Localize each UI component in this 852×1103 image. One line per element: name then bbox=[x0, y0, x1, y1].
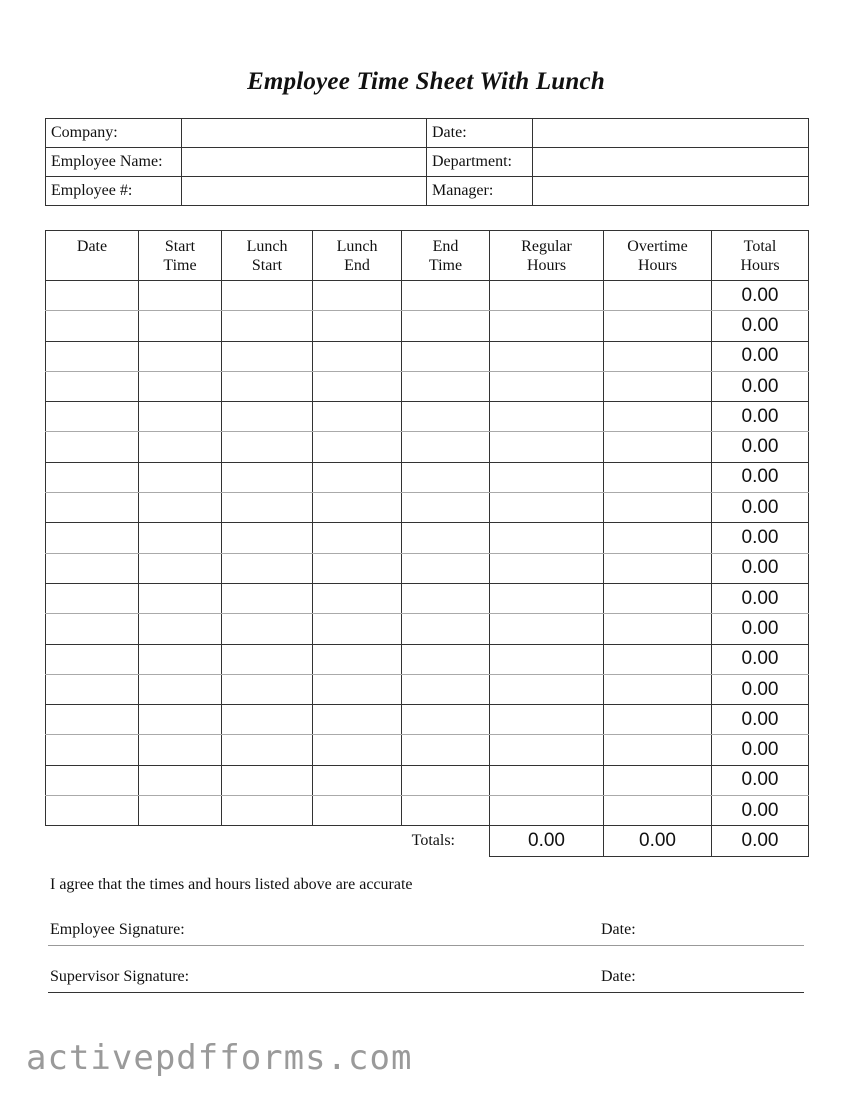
table-row bbox=[46, 432, 809, 462]
row-total-hours: 0.00 bbox=[712, 735, 809, 765]
lunch-start-cell[interactable] bbox=[222, 705, 313, 735]
row-total-hours: 0.00 bbox=[712, 765, 809, 795]
date-cell[interactable] bbox=[46, 462, 139, 492]
end-time-cell[interactable] bbox=[402, 493, 490, 523]
lunch-end-cell[interactable] bbox=[313, 765, 402, 795]
header-date bbox=[46, 231, 139, 281]
lunch-end-cell[interactable] bbox=[313, 281, 402, 311]
overtime-hours-cell[interactable] bbox=[604, 674, 712, 704]
lunch-start-cell[interactable] bbox=[222, 674, 313, 704]
company-field[interactable] bbox=[182, 119, 427, 148]
table-row bbox=[46, 765, 809, 795]
employee-name-field[interactable] bbox=[182, 148, 427, 177]
lunch-start-cell[interactable] bbox=[222, 644, 313, 674]
header-line: End bbox=[432, 237, 459, 255]
end-time-cell[interactable] bbox=[402, 402, 490, 432]
table-row bbox=[46, 705, 809, 735]
start-time-cell[interactable] bbox=[139, 311, 222, 341]
row-total-hours: 0.00 bbox=[712, 796, 809, 826]
start-time-cell[interactable] bbox=[139, 371, 222, 401]
lunch-end-cell[interactable] bbox=[313, 705, 402, 735]
table-row bbox=[46, 553, 809, 583]
employee-name-label: Employee Name: bbox=[46, 148, 182, 177]
row-total-hours: 0.00 bbox=[712, 705, 809, 735]
lunch-end-cell[interactable] bbox=[313, 402, 402, 432]
end-time-cell[interactable] bbox=[402, 311, 490, 341]
overtime-hours-cell[interactable] bbox=[604, 311, 712, 341]
overtime-hours-cell[interactable] bbox=[604, 583, 712, 613]
overtime-hours-cell[interactable] bbox=[604, 281, 712, 311]
overtime-hours-cell[interactable] bbox=[604, 493, 712, 523]
row-total-hours: 0.00 bbox=[712, 462, 809, 492]
end-time-cell[interactable] bbox=[402, 432, 490, 462]
row-total-hours: 0.00 bbox=[712, 341, 809, 371]
end-time-cell[interactable] bbox=[402, 462, 490, 492]
regular-hours-total: 0.00 bbox=[490, 826, 604, 856]
header-line: Start bbox=[164, 237, 196, 255]
header-end-time bbox=[402, 231, 490, 281]
row-total-hours: 0.00 bbox=[712, 553, 809, 583]
date-cell[interactable] bbox=[46, 674, 139, 704]
end-time-cell[interactable] bbox=[402, 796, 490, 826]
total-hours-total: 0.00 bbox=[712, 826, 809, 856]
start-time-cell[interactable] bbox=[139, 281, 222, 311]
regular-hours-cell[interactable] bbox=[490, 371, 604, 401]
row-total-hours: 0.00 bbox=[712, 402, 809, 432]
row-total-hours: 0.00 bbox=[712, 523, 809, 553]
lunch-end-cell[interactable] bbox=[313, 735, 402, 765]
lunch-end-cell[interactable] bbox=[313, 583, 402, 613]
supervisor-signature-date-label: Date: bbox=[601, 968, 636, 985]
agreement-statement: I agree that the times and hours listed above are accurate bbox=[50, 876, 413, 893]
overtime-hours-cell[interactable] bbox=[604, 462, 712, 492]
regular-hours-cell[interactable] bbox=[490, 281, 604, 311]
manager-label: Manager: bbox=[427, 177, 533, 206]
lunch-start-cell[interactable] bbox=[222, 735, 313, 765]
header-line: Regular bbox=[521, 237, 572, 255]
lunch-start-cell[interactable] bbox=[222, 796, 313, 826]
table-row bbox=[46, 281, 809, 311]
header-total-hours bbox=[712, 231, 809, 281]
header-line: Total bbox=[743, 237, 777, 255]
overtime-hours-cell[interactable] bbox=[604, 553, 712, 583]
start-time-cell[interactable] bbox=[139, 341, 222, 371]
lunch-start-cell[interactable] bbox=[222, 462, 313, 492]
date-label: Date: bbox=[427, 119, 533, 148]
date-cell[interactable] bbox=[46, 765, 139, 795]
overtime-hours-cell[interactable] bbox=[604, 735, 712, 765]
header-line: Lunch bbox=[246, 237, 288, 255]
date-cell[interactable] bbox=[46, 583, 139, 613]
lunch-start-cell[interactable] bbox=[222, 583, 313, 613]
table-row bbox=[46, 493, 809, 523]
regular-hours-cell[interactable] bbox=[490, 735, 604, 765]
regular-hours-cell[interactable] bbox=[490, 796, 604, 826]
end-time-cell[interactable] bbox=[402, 371, 490, 401]
header-line: Hours bbox=[740, 256, 780, 274]
department-label: Department: bbox=[427, 148, 533, 177]
date-cell[interactable] bbox=[46, 523, 139, 553]
overtime-hours-cell[interactable] bbox=[604, 432, 712, 462]
regular-hours-cell[interactable] bbox=[490, 311, 604, 341]
supervisor-signature-line[interactable] bbox=[48, 968, 804, 993]
header-line: Time bbox=[163, 256, 197, 274]
date-cell[interactable] bbox=[46, 735, 139, 765]
lunch-start-cell[interactable] bbox=[222, 523, 313, 553]
table-row bbox=[46, 311, 809, 341]
start-time-cell[interactable] bbox=[139, 493, 222, 523]
header-line: Lunch bbox=[336, 237, 378, 255]
end-time-cell[interactable] bbox=[402, 553, 490, 583]
date-cell[interactable] bbox=[46, 796, 139, 826]
lunch-end-cell[interactable] bbox=[313, 674, 402, 704]
lunch-start-cell[interactable] bbox=[222, 371, 313, 401]
table-row bbox=[46, 796, 809, 826]
header-line: Date bbox=[76, 238, 108, 255]
company-label: Company: bbox=[46, 119, 182, 148]
start-time-cell[interactable] bbox=[139, 402, 222, 432]
date-cell[interactable] bbox=[46, 644, 139, 674]
overtime-hours-cell[interactable] bbox=[604, 644, 712, 674]
header-line: Hours bbox=[637, 256, 678, 274]
supervisor-signature-label: Supervisor Signature: bbox=[50, 968, 190, 985]
regular-hours-cell[interactable] bbox=[490, 402, 604, 432]
date-cell[interactable] bbox=[46, 705, 139, 735]
totals-row bbox=[46, 826, 809, 856]
lunch-end-cell[interactable] bbox=[313, 644, 402, 674]
regular-hours-cell[interactable] bbox=[490, 765, 604, 795]
manager-field[interactable] bbox=[533, 177, 809, 206]
date-cell[interactable] bbox=[46, 553, 139, 583]
date-cell[interactable] bbox=[46, 402, 139, 432]
end-time-cell[interactable] bbox=[402, 705, 490, 735]
regular-hours-cell[interactable] bbox=[490, 644, 604, 674]
overtime-hours-cell[interactable] bbox=[604, 614, 712, 644]
header-row bbox=[46, 231, 809, 281]
date-cell[interactable] bbox=[46, 281, 139, 311]
lunch-end-cell[interactable] bbox=[313, 553, 402, 583]
start-time-cell[interactable] bbox=[139, 583, 222, 613]
lunch-start-cell[interactable] bbox=[222, 311, 313, 341]
row-total-hours: 0.00 bbox=[712, 432, 809, 462]
start-time-cell[interactable] bbox=[139, 765, 222, 795]
end-time-cell[interactable] bbox=[402, 583, 490, 613]
lunch-end-cell[interactable] bbox=[313, 796, 402, 826]
start-time-cell[interactable] bbox=[139, 462, 222, 492]
regular-hours-cell[interactable] bbox=[490, 674, 604, 704]
date-cell[interactable] bbox=[46, 493, 139, 523]
employee-signature-label: Employee Signature: bbox=[50, 921, 185, 938]
totals-label: Totals: bbox=[411, 832, 455, 850]
overtime-hours-cell[interactable] bbox=[604, 705, 712, 735]
regular-hours-cell[interactable] bbox=[490, 462, 604, 492]
start-time-cell[interactable] bbox=[139, 735, 222, 765]
lunch-end-cell[interactable] bbox=[313, 311, 402, 341]
regular-hours-cell[interactable] bbox=[490, 493, 604, 523]
row-total-hours: 0.00 bbox=[712, 281, 809, 311]
regular-hours-cell[interactable] bbox=[490, 523, 604, 553]
lunch-start-cell[interactable] bbox=[222, 765, 313, 795]
regular-hours-cell[interactable] bbox=[490, 432, 604, 462]
lunch-end-cell[interactable] bbox=[313, 371, 402, 401]
row-total-hours: 0.00 bbox=[712, 371, 809, 401]
header-line: Start bbox=[251, 256, 283, 274]
lunch-end-cell[interactable] bbox=[313, 462, 402, 492]
lunch-start-cell[interactable] bbox=[222, 614, 313, 644]
start-time-cell[interactable] bbox=[139, 796, 222, 826]
start-time-cell[interactable] bbox=[139, 674, 222, 704]
row-total-hours: 0.00 bbox=[712, 493, 809, 523]
table-row bbox=[46, 674, 809, 704]
start-time-cell[interactable] bbox=[139, 523, 222, 553]
table-row bbox=[46, 583, 809, 613]
table-row bbox=[46, 523, 809, 553]
lunch-start-cell[interactable] bbox=[222, 402, 313, 432]
overtime-hours-cell[interactable] bbox=[604, 402, 712, 432]
date-cell[interactable] bbox=[46, 371, 139, 401]
date-cell[interactable] bbox=[46, 432, 139, 462]
end-time-cell[interactable] bbox=[402, 735, 490, 765]
table-row bbox=[46, 341, 809, 371]
end-time-cell[interactable] bbox=[402, 281, 490, 311]
employee-signature-date-label: Date: bbox=[601, 921, 636, 938]
table-row bbox=[46, 371, 809, 401]
overtime-hours-cell[interactable] bbox=[604, 341, 712, 371]
row-total-hours: 0.00 bbox=[712, 311, 809, 341]
date-cell[interactable] bbox=[46, 341, 139, 371]
end-time-cell[interactable] bbox=[402, 523, 490, 553]
row-total-hours: 0.00 bbox=[712, 614, 809, 644]
timesheet-table bbox=[45, 230, 809, 857]
watermark: activepdfforms.com bbox=[26, 1038, 413, 1078]
employee-signature-line[interactable] bbox=[48, 921, 804, 946]
lunch-end-cell[interactable] bbox=[313, 432, 402, 462]
date-cell[interactable] bbox=[46, 311, 139, 341]
header-line: Overtime bbox=[627, 237, 688, 255]
overtime-hours-total: 0.00 bbox=[604, 826, 712, 856]
end-time-cell[interactable] bbox=[402, 614, 490, 644]
lunch-start-cell[interactable] bbox=[222, 281, 313, 311]
employee-number-label: Employee #: bbox=[46, 177, 182, 206]
form-title: Employee Time Sheet With Lunch bbox=[247, 68, 605, 95]
overtime-hours-cell[interactable] bbox=[604, 523, 712, 553]
end-time-cell[interactable] bbox=[402, 765, 490, 795]
lunch-end-cell[interactable] bbox=[313, 341, 402, 371]
regular-hours-cell[interactable] bbox=[490, 705, 604, 735]
end-time-cell[interactable] bbox=[402, 674, 490, 704]
start-time-cell[interactable] bbox=[139, 553, 222, 583]
lunch-start-cell[interactable] bbox=[222, 493, 313, 523]
date-cell[interactable] bbox=[46, 614, 139, 644]
date-field[interactable] bbox=[533, 119, 809, 148]
header-line: Time bbox=[428, 256, 463, 274]
header-lunch-start bbox=[222, 231, 313, 281]
table-row bbox=[46, 735, 809, 765]
lunch-start-cell[interactable] bbox=[222, 432, 313, 462]
regular-hours-cell[interactable] bbox=[490, 583, 604, 613]
end-time-cell[interactable] bbox=[402, 644, 490, 674]
regular-hours-cell[interactable] bbox=[490, 553, 604, 583]
row-total-hours: 0.00 bbox=[712, 674, 809, 704]
lunch-start-cell[interactable] bbox=[222, 341, 313, 371]
regular-hours-cell[interactable] bbox=[490, 341, 604, 371]
lunch-end-cell[interactable] bbox=[313, 523, 402, 553]
overtime-hours-cell[interactable] bbox=[604, 371, 712, 401]
lunch-end-cell[interactable] bbox=[313, 614, 402, 644]
table-row bbox=[46, 462, 809, 492]
department-field[interactable] bbox=[533, 148, 809, 177]
lunch-start-cell[interactable] bbox=[222, 553, 313, 583]
header-regular-hours bbox=[490, 231, 604, 281]
start-time-cell[interactable] bbox=[139, 614, 222, 644]
regular-hours-cell[interactable] bbox=[490, 614, 604, 644]
header-line: End bbox=[344, 256, 370, 274]
employee-number-field[interactable] bbox=[182, 177, 427, 206]
table-row bbox=[46, 614, 809, 644]
table-row bbox=[46, 644, 809, 674]
end-time-cell[interactable] bbox=[402, 341, 490, 371]
header-start-time bbox=[139, 231, 222, 281]
overtime-hours-cell[interactable] bbox=[604, 765, 712, 795]
row-total-hours: 0.00 bbox=[712, 583, 809, 613]
start-time-cell[interactable] bbox=[139, 432, 222, 462]
header-lunch-end bbox=[313, 231, 402, 281]
header-line: Hours bbox=[526, 256, 567, 274]
employee-info-table bbox=[45, 118, 809, 206]
header-overtime-hours bbox=[604, 231, 712, 281]
start-time-cell[interactable] bbox=[139, 644, 222, 674]
lunch-end-cell[interactable] bbox=[313, 493, 402, 523]
overtime-hours-cell[interactable] bbox=[604, 796, 712, 826]
row-total-hours: 0.00 bbox=[712, 644, 809, 674]
table-row bbox=[46, 402, 809, 432]
start-time-cell[interactable] bbox=[139, 705, 222, 735]
